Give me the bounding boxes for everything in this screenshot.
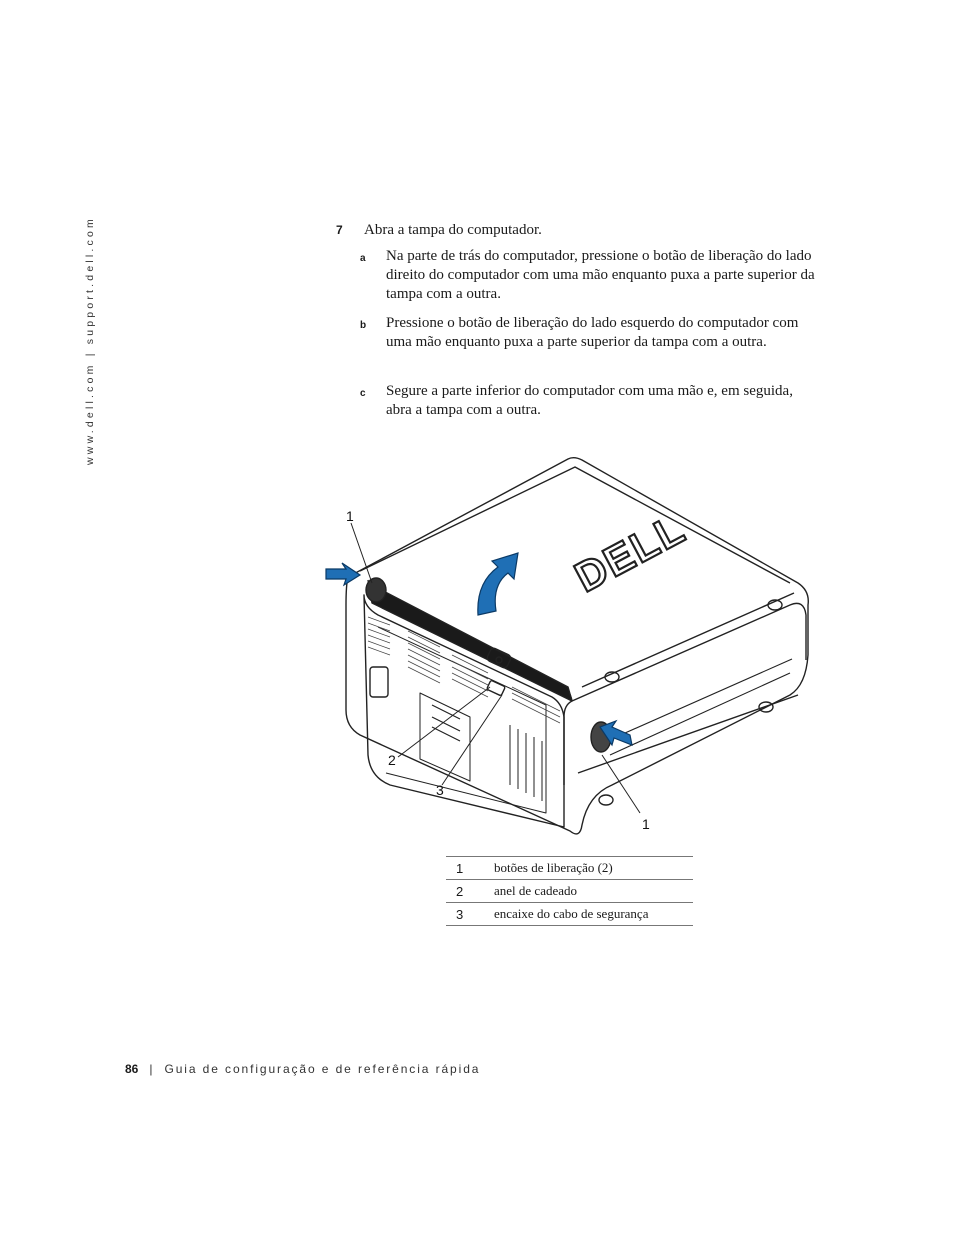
substep-letter: c <box>360 388 366 399</box>
page-number: 86 <box>125 1062 139 1076</box>
substep-text: Segure a parte inferior do computador com uma mão e, em seguida, abra a tampa com a outra. <box>386 383 793 418</box>
legend-label: encaixe do cabo de segurança <box>494 903 693 926</box>
legend-num: 2 <box>446 880 494 903</box>
callout-3: 3 <box>436 782 444 798</box>
substep-text: Pressione o botão de liberação do lado esquerdo do computador com uma mão enquanto puxa a parte superior da tampa com a outra. <box>386 315 799 350</box>
sidebar-url <box>84 216 104 465</box>
callout-1-top: 1 <box>346 508 354 524</box>
callout-2: 2 <box>388 752 396 768</box>
legend-label: anel de cadeado <box>494 880 693 903</box>
substep-text: Na parte de trás do computador, pressione o botão de liberação do lado direito do computador com uma mão enquanto puxa a parte superior da tampa com a outra. <box>386 248 815 302</box>
footer-separator: | <box>149 1062 153 1076</box>
lift-arrow-icon <box>478 553 518 615</box>
footer-title: Guia de configuração e de referência rápida <box>164 1062 481 1076</box>
table-row <box>446 857 693 880</box>
cover-top <box>346 458 808 834</box>
substep-letter: a <box>360 253 366 264</box>
step-text: Abra a tampa do computador. <box>364 222 542 238</box>
press-arrow-left-icon <box>326 563 360 585</box>
legend-label: botões de liberação (2) <box>494 857 693 880</box>
table-row <box>446 880 693 903</box>
legend-num: 3 <box>446 903 494 926</box>
step-number: 7 <box>336 223 343 237</box>
computer-cover-illustration <box>320 455 820 845</box>
table-row <box>446 903 693 926</box>
sidebar-url-text: www.dell.com | support.dell.com <box>84 216 96 465</box>
page-footer <box>125 1062 480 1076</box>
callout-1-bottom: 1 <box>642 816 650 832</box>
dell-logo: DELL <box>567 504 694 601</box>
legend-num: 1 <box>446 857 494 880</box>
legend-table <box>446 856 693 926</box>
substep-letter: b <box>360 320 367 331</box>
